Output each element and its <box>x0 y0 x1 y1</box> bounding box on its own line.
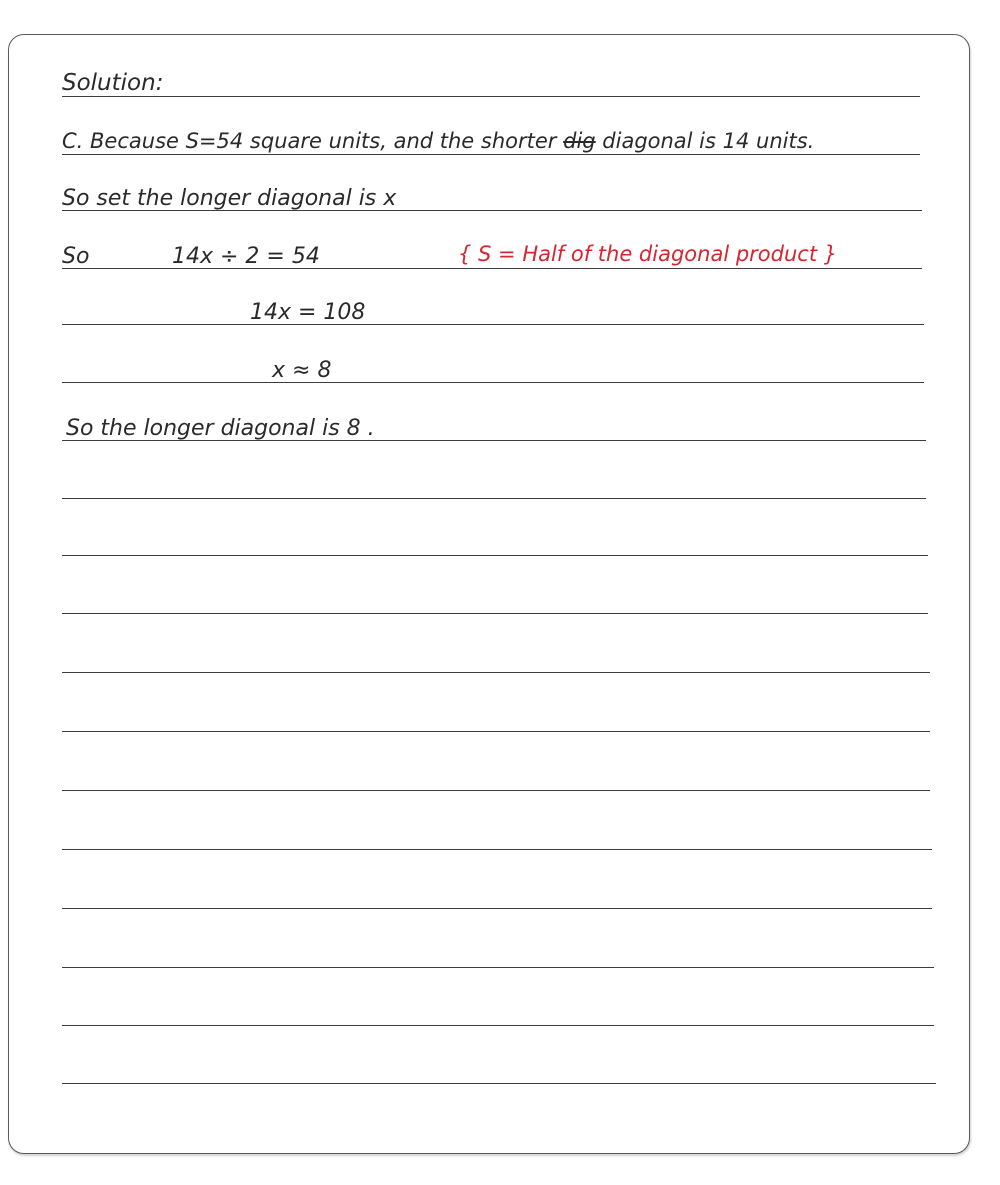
solution-line-1 <box>62 131 814 152</box>
ruled-line <box>62 382 924 383</box>
solution-line-3-label: So <box>62 244 90 269</box>
conclusion-line: So the longer diagonal is 8 . <box>66 416 375 441</box>
ruled-line <box>62 967 934 968</box>
solution-heading: Solution: <box>62 70 164 96</box>
ruled-line <box>62 1083 936 1084</box>
ruled-line <box>62 154 920 155</box>
line-1-text-a: C. Because S=54 square units, and the shorter <box>62 129 564 153</box>
ruled-line <box>62 849 932 850</box>
ruled-line <box>62 1025 934 1026</box>
equation-2: 14x = 108 <box>250 300 366 325</box>
ruled-line <box>62 555 928 556</box>
ruled-line <box>62 731 930 732</box>
equation-3: x ≈ 8 <box>272 358 332 383</box>
ruled-line <box>62 498 926 499</box>
ruled-line <box>62 790 930 791</box>
ruled-line <box>62 96 920 97</box>
ruled-line <box>62 672 930 673</box>
solution-line-2: So set the longer diagonal is x <box>62 186 397 211</box>
line-1-text-b: diagonal is 14 units. <box>595 129 815 153</box>
formula-note: { S = Half of the diagonal product } <box>458 242 838 266</box>
ruled-line <box>62 613 928 614</box>
ruled-line <box>62 908 932 909</box>
equation-1: 14x ÷ 2 = 54 <box>172 244 320 269</box>
ruled-line <box>62 324 924 325</box>
crossed-out-word: dig <box>563 129 596 153</box>
